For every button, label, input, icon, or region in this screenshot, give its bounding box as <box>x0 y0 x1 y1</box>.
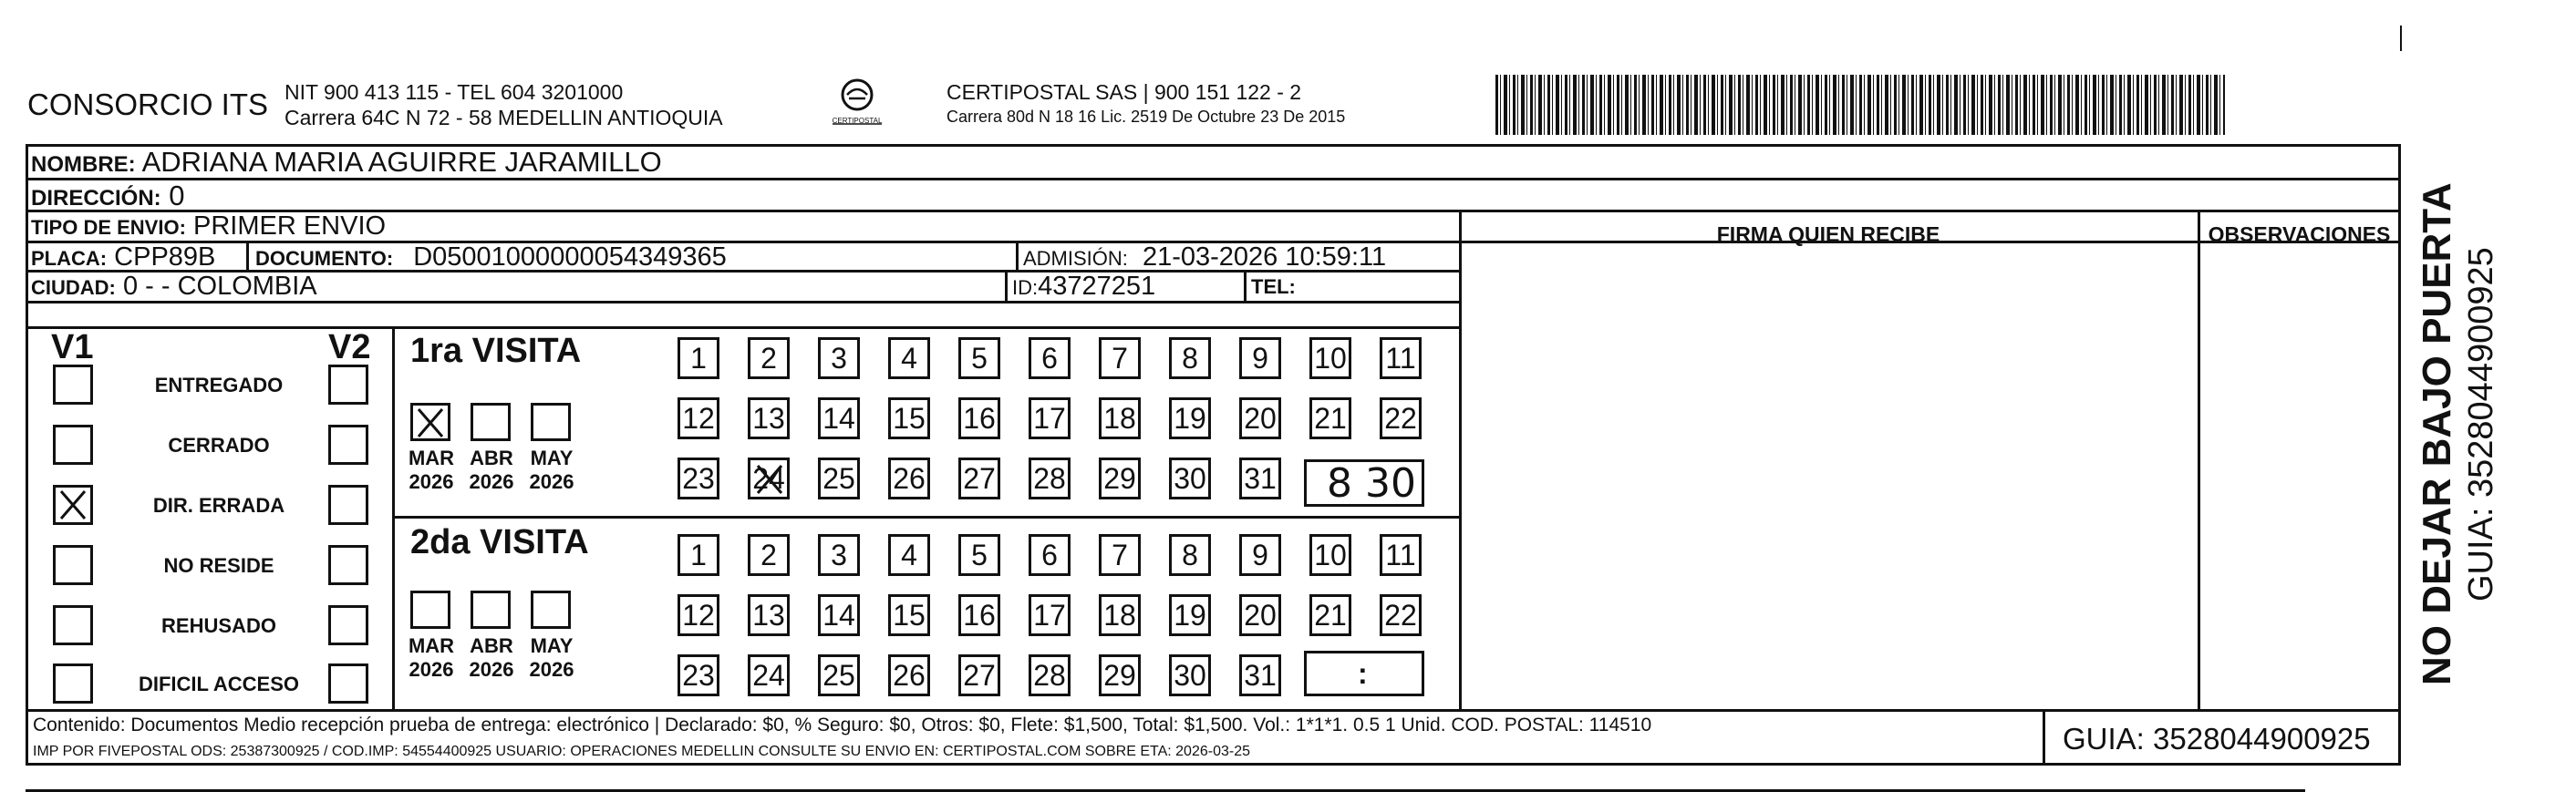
first-visit-day-number: 31 <box>1244 462 1277 495</box>
first-visit-day-number: 18 <box>1103 402 1136 435</box>
second-visit-day-box[interactable] <box>748 534 790 576</box>
second-visit-day-number: 20 <box>1244 599 1277 632</box>
documento-row <box>255 242 727 273</box>
admision-row <box>1023 242 1386 273</box>
certipostal-logo-text: CERTIPOSTAL <box>832 117 883 125</box>
second-visit-day-box[interactable] <box>1029 534 1071 576</box>
first-visit-day-number: 5 <box>971 342 988 375</box>
direccion-label: DIRECCIÓN: <box>31 186 161 211</box>
first-visit-day-box[interactable] <box>818 397 860 439</box>
second-visit-day-number: 12 <box>682 599 715 632</box>
id-label: ID: <box>1012 276 1039 299</box>
ciudad-value: 0 - - COLOMBIA <box>122 272 317 301</box>
first-visit-day-mark-icon <box>752 462 787 497</box>
status-label: DIR. ERRADA <box>152 494 285 517</box>
first-visit-title: 1ra VISITA <box>410 332 582 370</box>
second-visit-month-label: MAR <box>408 634 455 657</box>
second-visit-day-number: 21 <box>1314 599 1347 632</box>
second-visit-day-number: 31 <box>1244 659 1277 692</box>
contenido-line: Contenido: Documentos Medio recepción prueba de entrega: electrónico | Declarado: $0, % Seguro: $0, Otros: $0, Flete: $1,500, Total: $1,500. Vol.: 1*1*1. 0.5 1 Unid. COD. POSTAL: 114510 <box>33 715 1652 735</box>
certipostal-license: Carrera 80d N 18 16 Lic. 2519 De Octubre 23 De 2015 <box>947 108 1346 126</box>
id-row <box>1012 272 1155 302</box>
v2-checkbox[interactable] <box>328 663 368 704</box>
certipostal-name: CERTIPOSTAL SAS | 900 151 122 - 2 <box>947 80 1302 104</box>
second-visit-day-box[interactable] <box>958 534 1000 576</box>
first-visit-day-number: 30 <box>1174 462 1206 495</box>
first-visit-day-number: 4 <box>901 342 917 375</box>
second-visit-day-box[interactable] <box>1309 594 1351 636</box>
first-visit-time-value: 8 30 <box>1327 460 1416 507</box>
second-visit-day-box[interactable] <box>1169 534 1211 576</box>
tipo-row <box>31 211 386 242</box>
status-label: ENTREGADO <box>154 374 284 396</box>
second-visit-day-box[interactable] <box>1380 594 1422 636</box>
direccion-value: 0 <box>169 180 185 211</box>
placa-label: PLACA: <box>31 247 108 270</box>
second-visit-day-number: 7 <box>1112 539 1128 571</box>
second-visit-month-year: 2026 <box>409 658 454 681</box>
first-visit-day-box[interactable] <box>888 397 930 439</box>
first-visit-day-number: 22 <box>1384 402 1417 435</box>
second-visit-day-box[interactable] <box>958 594 1000 636</box>
first-visit-day-box[interactable] <box>1029 397 1071 439</box>
second-visit-day-box[interactable] <box>818 654 860 696</box>
admision-value: 21-03-2026 10:59:11 <box>1142 242 1387 272</box>
second-visit-day-box[interactable] <box>888 534 930 576</box>
first-visit-day-number: 11 <box>1385 342 1416 375</box>
second-visit-day-box[interactable] <box>888 594 930 636</box>
first-visit-day-number: 23 <box>682 462 715 495</box>
second-visit-month-label: MAY <box>530 634 574 657</box>
tipo-value: PRIMER ENVIO <box>192 211 387 241</box>
first-visit-time[interactable] <box>1304 459 1424 507</box>
first-visit-day-box[interactable] <box>1239 337 1281 379</box>
second-visit-day-number: 26 <box>893 659 926 692</box>
first-visit-day-box[interactable] <box>1380 337 1422 379</box>
tel-label: TEL: <box>1251 275 1296 298</box>
second-visit-day-box[interactable] <box>1099 654 1141 696</box>
first-visit-month-label: ABR <box>470 447 513 469</box>
nombre-row <box>31 146 662 179</box>
second-visit-month-checkbox[interactable] <box>410 591 450 629</box>
first-visit-day-number: 19 <box>1174 402 1206 435</box>
first-visit-day-box[interactable] <box>1099 337 1141 379</box>
v1-checkbox[interactable] <box>53 663 93 704</box>
second-visit-day-box[interactable] <box>1239 534 1281 576</box>
second-visit-day-box[interactable] <box>678 534 719 576</box>
first-visit-day-box[interactable] <box>1309 397 1351 439</box>
first-visit-day-number: 13 <box>752 402 785 435</box>
first-visit-month-year: 2026 <box>409 470 454 493</box>
second-visit-day-number: 8 <box>1182 539 1198 571</box>
second-visit-day-number: 5 <box>971 539 988 571</box>
second-visit-day-box[interactable] <box>748 594 790 636</box>
first-visit-day-box[interactable] <box>888 337 930 379</box>
status-label: CERRADO <box>168 434 270 457</box>
observaciones-header: OBSERVACIONES <box>2208 222 2391 246</box>
first-visit-day-box[interactable] <box>1169 337 1211 379</box>
first-visit-day-number: 10 <box>1314 342 1347 375</box>
second-visit-day-box[interactable] <box>748 654 790 696</box>
first-visit-day-box[interactable] <box>888 458 930 499</box>
second-visit-day-number: 19 <box>1174 599 1206 632</box>
first-visit-day-number: 14 <box>822 402 855 435</box>
second-visit-title: 2da VISITA <box>410 523 589 561</box>
company-name: CONSORCIO ITS <box>27 87 269 121</box>
corner-mark <box>2400 26 2402 51</box>
v1-checkbox[interactable] <box>53 365 93 405</box>
v2-checkbox[interactable] <box>328 545 368 585</box>
second-visit-day-number: 17 <box>1033 599 1066 632</box>
first-visit-day-number: 24 <box>752 462 785 495</box>
second-visit-day-box[interactable] <box>818 534 860 576</box>
second-visit-day-box[interactable] <box>1239 594 1281 636</box>
first-visit-day-box[interactable] <box>1029 337 1071 379</box>
documento-label: DOCUMENTO: <box>255 247 394 270</box>
status-label: NO RESIDE <box>163 554 274 577</box>
first-visit-day-box[interactable] <box>1099 458 1141 499</box>
admision-label: ADMISIÓN: <box>1023 247 1128 270</box>
first-visit-day-number: 27 <box>963 462 996 495</box>
first-visit-day-box[interactable] <box>958 458 1000 499</box>
v1-label: V1 <box>51 328 94 366</box>
first-visit-day-number: 28 <box>1033 462 1066 495</box>
first-visit-day-box[interactable] <box>678 397 719 439</box>
first-visit-day-number: 3 <box>831 342 847 375</box>
second-visit-day-number: 9 <box>1252 539 1268 571</box>
placa-value: CPP89B <box>114 242 216 272</box>
second-visit-month-checkbox[interactable] <box>471 591 511 629</box>
imp-line: IMP POR FIVEPOSTAL ODS: 25387300925 / COD.IMP: 54554400925 USUARIO: OPERACIONES MEDELLIN CONSULTE SU ENVIO EN: CERTIPOSTAL.COM SOBRE ETA: 2026-03-25 <box>33 744 1250 759</box>
first-visit-day-number: 6 <box>1041 342 1058 375</box>
second-visit-day-box[interactable] <box>1099 534 1141 576</box>
second-visit-day-box[interactable] <box>1169 654 1211 696</box>
first-visit-month-year: 2026 <box>469 470 514 493</box>
second-visit-day-number: 27 <box>963 659 996 692</box>
first-visit-day-box[interactable] <box>678 337 719 379</box>
v1-checkbox[interactable] <box>53 485 93 525</box>
second-visit-day-number: 10 <box>1314 539 1347 571</box>
second-visit-day-number: 1 <box>690 539 707 571</box>
second-visit-day-number: 28 <box>1033 659 1066 692</box>
second-visit-day-number: 16 <box>963 599 996 632</box>
v2-checkbox[interactable] <box>328 485 368 525</box>
second-visit-day-box[interactable] <box>1309 534 1351 576</box>
first-visit-day-box[interactable] <box>1239 458 1281 499</box>
first-visit-day-number: 7 <box>1112 342 1128 375</box>
first-visit-month-year: 2026 <box>529 470 574 493</box>
second-visit-day-box[interactable] <box>818 594 860 636</box>
company-address: Carrera 64C N 72 - 58 MEDELLIN ANTIOQUIA <box>284 106 723 129</box>
barcode <box>1495 75 2225 135</box>
first-visit-day-number: 25 <box>822 462 855 495</box>
first-visit-month-checkbox[interactable] <box>410 403 450 441</box>
v2-label: V2 <box>328 328 371 366</box>
second-visit-day-number: 18 <box>1103 599 1136 632</box>
ciudad-row <box>31 272 317 302</box>
ciudad-label: CIUDAD: <box>31 276 116 299</box>
company-nit-tel: NIT 900 413 115 - TEL 604 3201000 <box>284 80 624 104</box>
second-visit-day-number: 22 <box>1384 599 1417 632</box>
first-visit-day-number: 12 <box>682 402 715 435</box>
second-visit-day-number: 3 <box>831 539 847 571</box>
second-visit-day-number: 6 <box>1041 539 1058 571</box>
second-visit-day-box[interactable] <box>958 654 1000 696</box>
first-visit-day-box[interactable] <box>748 458 790 499</box>
second-visit-day-number: 11 <box>1385 539 1416 571</box>
first-visit-day-box[interactable] <box>1169 397 1211 439</box>
second-visit-day-box[interactable] <box>1029 594 1071 636</box>
v1-checkbox[interactable] <box>53 425 93 465</box>
second-visit-day-number: 2 <box>760 539 777 571</box>
second-visit-day-box[interactable] <box>1380 534 1422 576</box>
first-visit-day-box[interactable] <box>818 458 860 499</box>
first-visit-day-box[interactable] <box>1029 458 1071 499</box>
first-visit-day-number: 21 <box>1314 402 1347 435</box>
second-visit-time-value: : <box>1358 657 1368 690</box>
second-visit-day-number: 4 <box>901 539 917 571</box>
first-visit-day-box[interactable] <box>678 458 719 499</box>
second-visit-day-number: 30 <box>1174 659 1206 692</box>
status-label: REHUSADO <box>161 614 276 637</box>
second-visit-day-number: 25 <box>822 659 855 692</box>
second-visit-day-box[interactable] <box>1029 654 1071 696</box>
first-visit-day-box[interactable] <box>958 337 1000 379</box>
tipo-label: TIPO DE ENVIO: <box>31 216 186 239</box>
footer-guia: GUIA: 3528044900925 <box>2063 722 2371 756</box>
second-visit-day-box[interactable] <box>678 654 719 696</box>
first-visit-day-number: 8 <box>1182 342 1198 375</box>
first-visit-day-box[interactable] <box>1309 337 1351 379</box>
first-visit-day-box[interactable] <box>1169 458 1211 499</box>
status-label: DIFICIL ACCESO <box>138 673 299 695</box>
first-visit-day-number: 1 <box>690 342 707 375</box>
second-visit-day-box[interactable] <box>678 594 719 636</box>
documento-value: D05001000000054349365 <box>413 242 727 272</box>
first-visit-month-checkbox[interactable] <box>531 403 571 441</box>
first-visit-month-label: MAR <box>408 447 455 469</box>
first-visit-day-box[interactable] <box>1099 397 1141 439</box>
second-visit-day-number: 15 <box>893 599 926 632</box>
second-visit-day-number: 24 <box>752 659 785 692</box>
id-value: 43727251 <box>1038 272 1156 301</box>
second-visit-day-box[interactable] <box>1099 594 1141 636</box>
first-visit-day-box[interactable] <box>748 337 790 379</box>
no-dejar-bajo-puerta: NO DEJAR BAJO PUERTA <box>2415 182 2459 685</box>
second-visit-month-label: ABR <box>470 634 513 657</box>
first-visit-day-number: 26 <box>893 462 926 495</box>
placa-row <box>31 242 215 273</box>
v1-checkbox[interactable] <box>53 545 93 585</box>
v2-checkbox[interactable] <box>328 365 368 405</box>
firma-header: FIRMA QUIEN RECIBE <box>1716 222 1940 246</box>
second-visit-day-number: 29 <box>1103 659 1136 692</box>
second-visit-day-number: 14 <box>822 599 855 632</box>
v1-checkbox[interactable] <box>53 605 93 645</box>
second-visit-month-year: 2026 <box>469 658 514 681</box>
first-visit-day-number: 20 <box>1244 402 1277 435</box>
first-visit-day-number: 9 <box>1252 342 1268 375</box>
nombre-value: ADRIANA MARIA AGUIRRE JARAMILLO <box>141 146 662 178</box>
first-visit-month-label: MAY <box>530 447 574 469</box>
first-visit-day-box[interactable] <box>1380 397 1422 439</box>
second-visit-day-box[interactable] <box>888 654 930 696</box>
second-visit-month-checkbox[interactable] <box>531 591 571 629</box>
second-visit-time[interactable] <box>1304 651 1424 696</box>
first-visit-day-box[interactable] <box>748 397 790 439</box>
second-visit-day-number: 23 <box>682 659 715 692</box>
first-visit-day-box[interactable] <box>958 397 1000 439</box>
first-visit-day-number: 16 <box>963 402 996 435</box>
first-visit-day-number: 2 <box>760 342 777 375</box>
second-visit-day-box[interactable] <box>1239 654 1281 696</box>
second-visit-day-number: 13 <box>752 599 785 632</box>
first-visit-day-number: 15 <box>893 402 926 435</box>
nombre-label: NOMBRE: <box>31 152 136 177</box>
direccion-row <box>31 180 185 212</box>
first-visit-day-box[interactable] <box>1239 397 1281 439</box>
first-visit-day-number: 29 <box>1103 462 1136 495</box>
first-visit-day-number: 17 <box>1033 402 1066 435</box>
v2-checkbox[interactable] <box>328 425 368 465</box>
side-guia: GUIA: 3528044900925 <box>2462 247 2500 602</box>
second-visit-month-year: 2026 <box>529 658 574 681</box>
first-visit-month-checkbox[interactable] <box>471 403 511 441</box>
second-visit-day-box[interactable] <box>1169 594 1211 636</box>
first-visit-day-box[interactable] <box>818 337 860 379</box>
v2-checkbox[interactable] <box>328 605 368 645</box>
